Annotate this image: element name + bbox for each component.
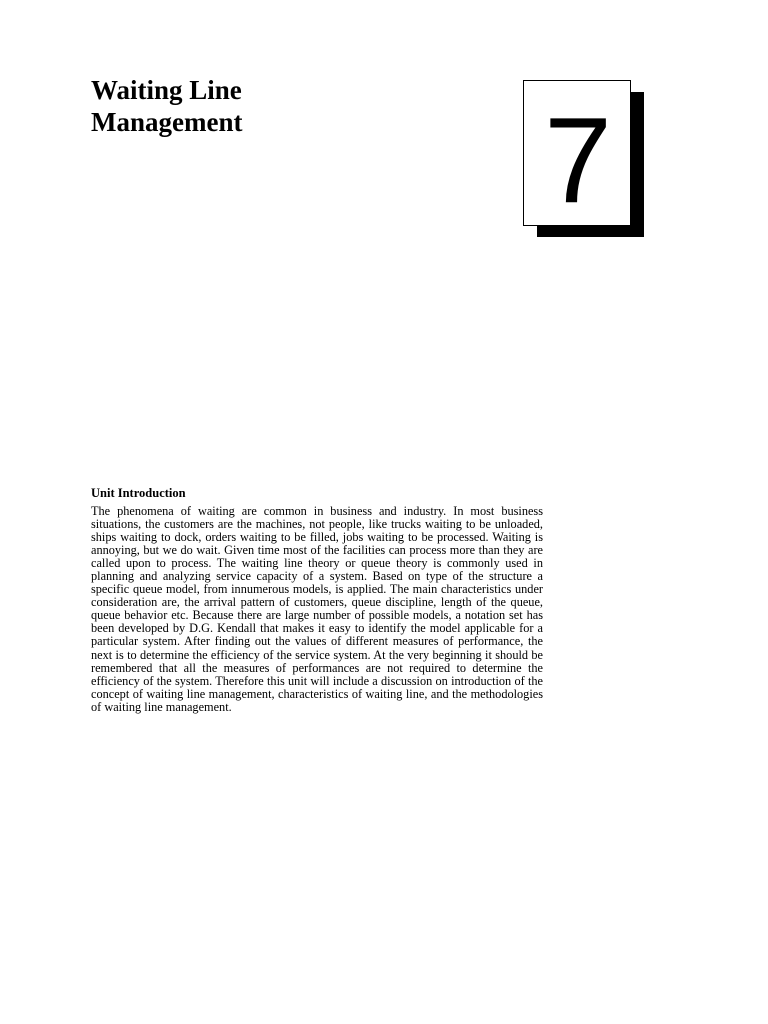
chapter-title-line-1: Waiting Line: [91, 75, 242, 105]
chapter-number: 7: [544, 92, 612, 228]
section-heading: Unit Introduction: [91, 486, 186, 500]
chapter-number-box: [523, 80, 631, 226]
intro-paragraph: The phenomena of waiting are common in business and industry. In most business situations, the customers are the machines, not people, like trucks waiting to be unloaded, ships waiting to dock, orders waiting to be filled, jobs waiting to be processed. Waiting is annoying, but we do wait. Given time most of the facilities can process more than they are called upon to process. The waiting line theory or queue theory is commonly used in planning and analyzing service capacity of a system. Based on type of the structure a specific queue model, from innumerous models, is applied. The main characteristics under consideration are, the arrival pattern of customers, queue discipline, length of the queue, queue behavior etc. Because there are large number of possible models, a notation set has been developed by D.G. Kendall that makes it easy to identify the model applicable for a particular system. After finding out the values of different measures of performance, the next is to determine the efficiency of the service system. At the very beginning it should be remembered that all the measures of performances are not required to determine the efficiency of the system. Therefore this unit will include a discussion on introduction of the concept of waiting line management, characteristics of waiting line, and the methodologies of waiting line management.: [91, 504, 543, 714]
chapter-title-line-2: Management: [91, 107, 243, 137]
chapter-title: [91, 74, 451, 138]
